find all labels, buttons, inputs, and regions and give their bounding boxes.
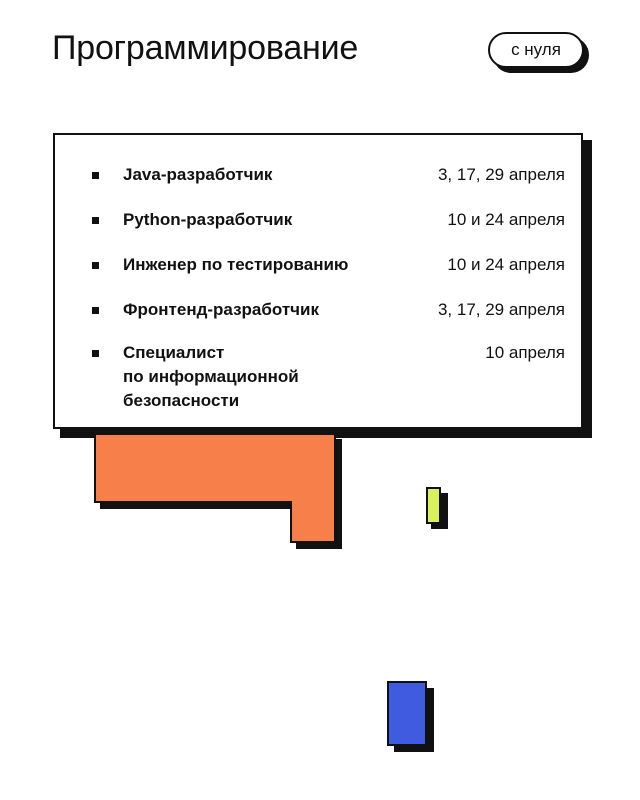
bullet-icon [92,217,99,224]
course-dates: 10 апреля [485,343,565,362]
level-badge: с нуля [488,32,584,68]
course-name: Java-разработчик [123,165,273,184]
course-dates: 3, 17, 29 апреля [437,300,565,319]
course-name: Специалист по информационной безопасности [123,343,299,410]
course-dates: 3, 17, 29 апреля [437,165,565,184]
course-name: Python-разработчик [123,210,293,229]
bullet-icon [92,307,99,314]
bullet-icon [92,172,99,179]
bullet-icon [92,350,99,357]
page-title: Программирование [52,29,359,67]
orange-decorative-shape [94,433,338,545]
course-dates: 10 и 24 апреля [447,255,565,274]
course-dates: 10 и 24 апреля [447,210,565,229]
course-name: Фронтенд-разработчик [123,300,319,319]
blue-decorative-block [387,681,427,746]
course-name: Инженер по тестированию [123,255,349,274]
lime-decorative-block [426,487,441,524]
course-list-card [53,133,583,429]
bullet-icon [92,262,99,269]
